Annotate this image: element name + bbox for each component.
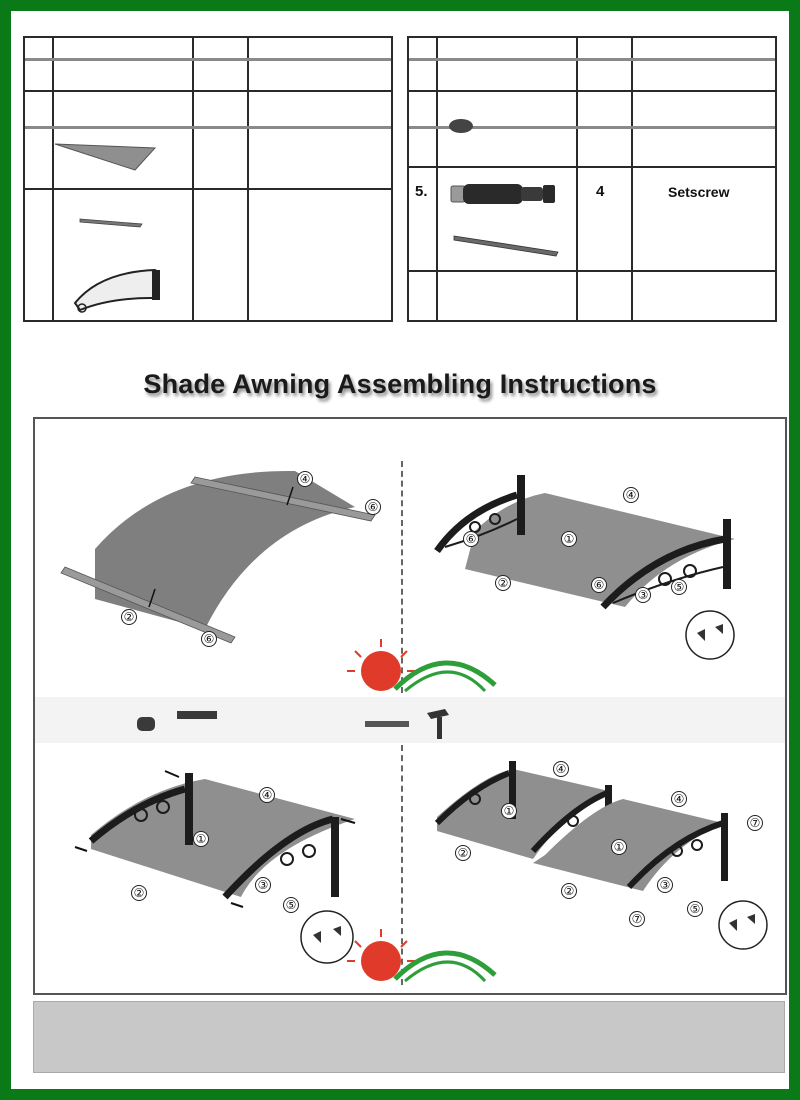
step1-label-2: ② (121, 609, 137, 625)
bracket-icon (70, 268, 165, 318)
bar-tool-icon (177, 709, 221, 721)
step4-label-3: ③ (657, 877, 673, 893)
step4-label-1b: ① (611, 839, 627, 855)
panel-sheet-icon (55, 136, 165, 176)
page-title: Shade Awning Assembling Instructions (143, 369, 657, 399)
step3-label-1: ① (193, 831, 209, 847)
step2-label-6a: ⑥ (463, 531, 479, 547)
step3-label-3: ③ (255, 877, 271, 893)
rail-strip-icon (454, 234, 564, 258)
step1-label-6b: ⑥ (201, 631, 217, 647)
sun-logo-top (335, 629, 515, 699)
hammer-icon (425, 707, 455, 741)
assembly-steps-panel (33, 417, 787, 995)
step2-label-2: ② (495, 575, 511, 591)
step1-label-6a: ⑥ (365, 499, 381, 515)
step3-label-4: ④ (259, 787, 275, 803)
step4-label-4a: ④ (553, 761, 569, 777)
step2-label-4: ④ (623, 487, 639, 503)
step2-label-3: ③ (635, 587, 651, 603)
step4-label-2b: ② (561, 883, 577, 899)
sun-logo-bottom (335, 919, 515, 989)
step2-label-5: ⑤ (671, 579, 687, 595)
step4-label-5: ⑤ (687, 901, 703, 917)
step2-label-1: ① (561, 531, 577, 547)
step4-label-1a: ① (501, 803, 517, 819)
step4-label-2a: ② (455, 845, 471, 861)
part-name: Setscrew (668, 184, 730, 200)
drill-bit-icon (365, 719, 415, 729)
step2-label-6b: ⑥ (591, 577, 607, 593)
step1-diagram (55, 459, 395, 649)
step3-label-5: ⑤ (283, 897, 299, 913)
screw-fragment-icon (447, 116, 477, 134)
footer-bar (33, 1001, 785, 1073)
cap-tool-icon (135, 711, 159, 735)
part-quantity: 4 (596, 183, 605, 200)
setscrew-icon (449, 180, 559, 208)
step3-label-2: ② (131, 885, 147, 901)
step1-label-4: ④ (297, 471, 313, 487)
step4-label-4b: ④ (671, 791, 687, 807)
rail-bar-icon (80, 216, 150, 230)
step4-label-7a: ⑦ (747, 815, 763, 831)
parts-table-left (23, 36, 393, 322)
parts-table-right (407, 36, 777, 322)
page-frame (11, 11, 789, 1089)
part-number: 5. (415, 183, 428, 200)
step4-label-7b: ⑦ (629, 911, 645, 927)
